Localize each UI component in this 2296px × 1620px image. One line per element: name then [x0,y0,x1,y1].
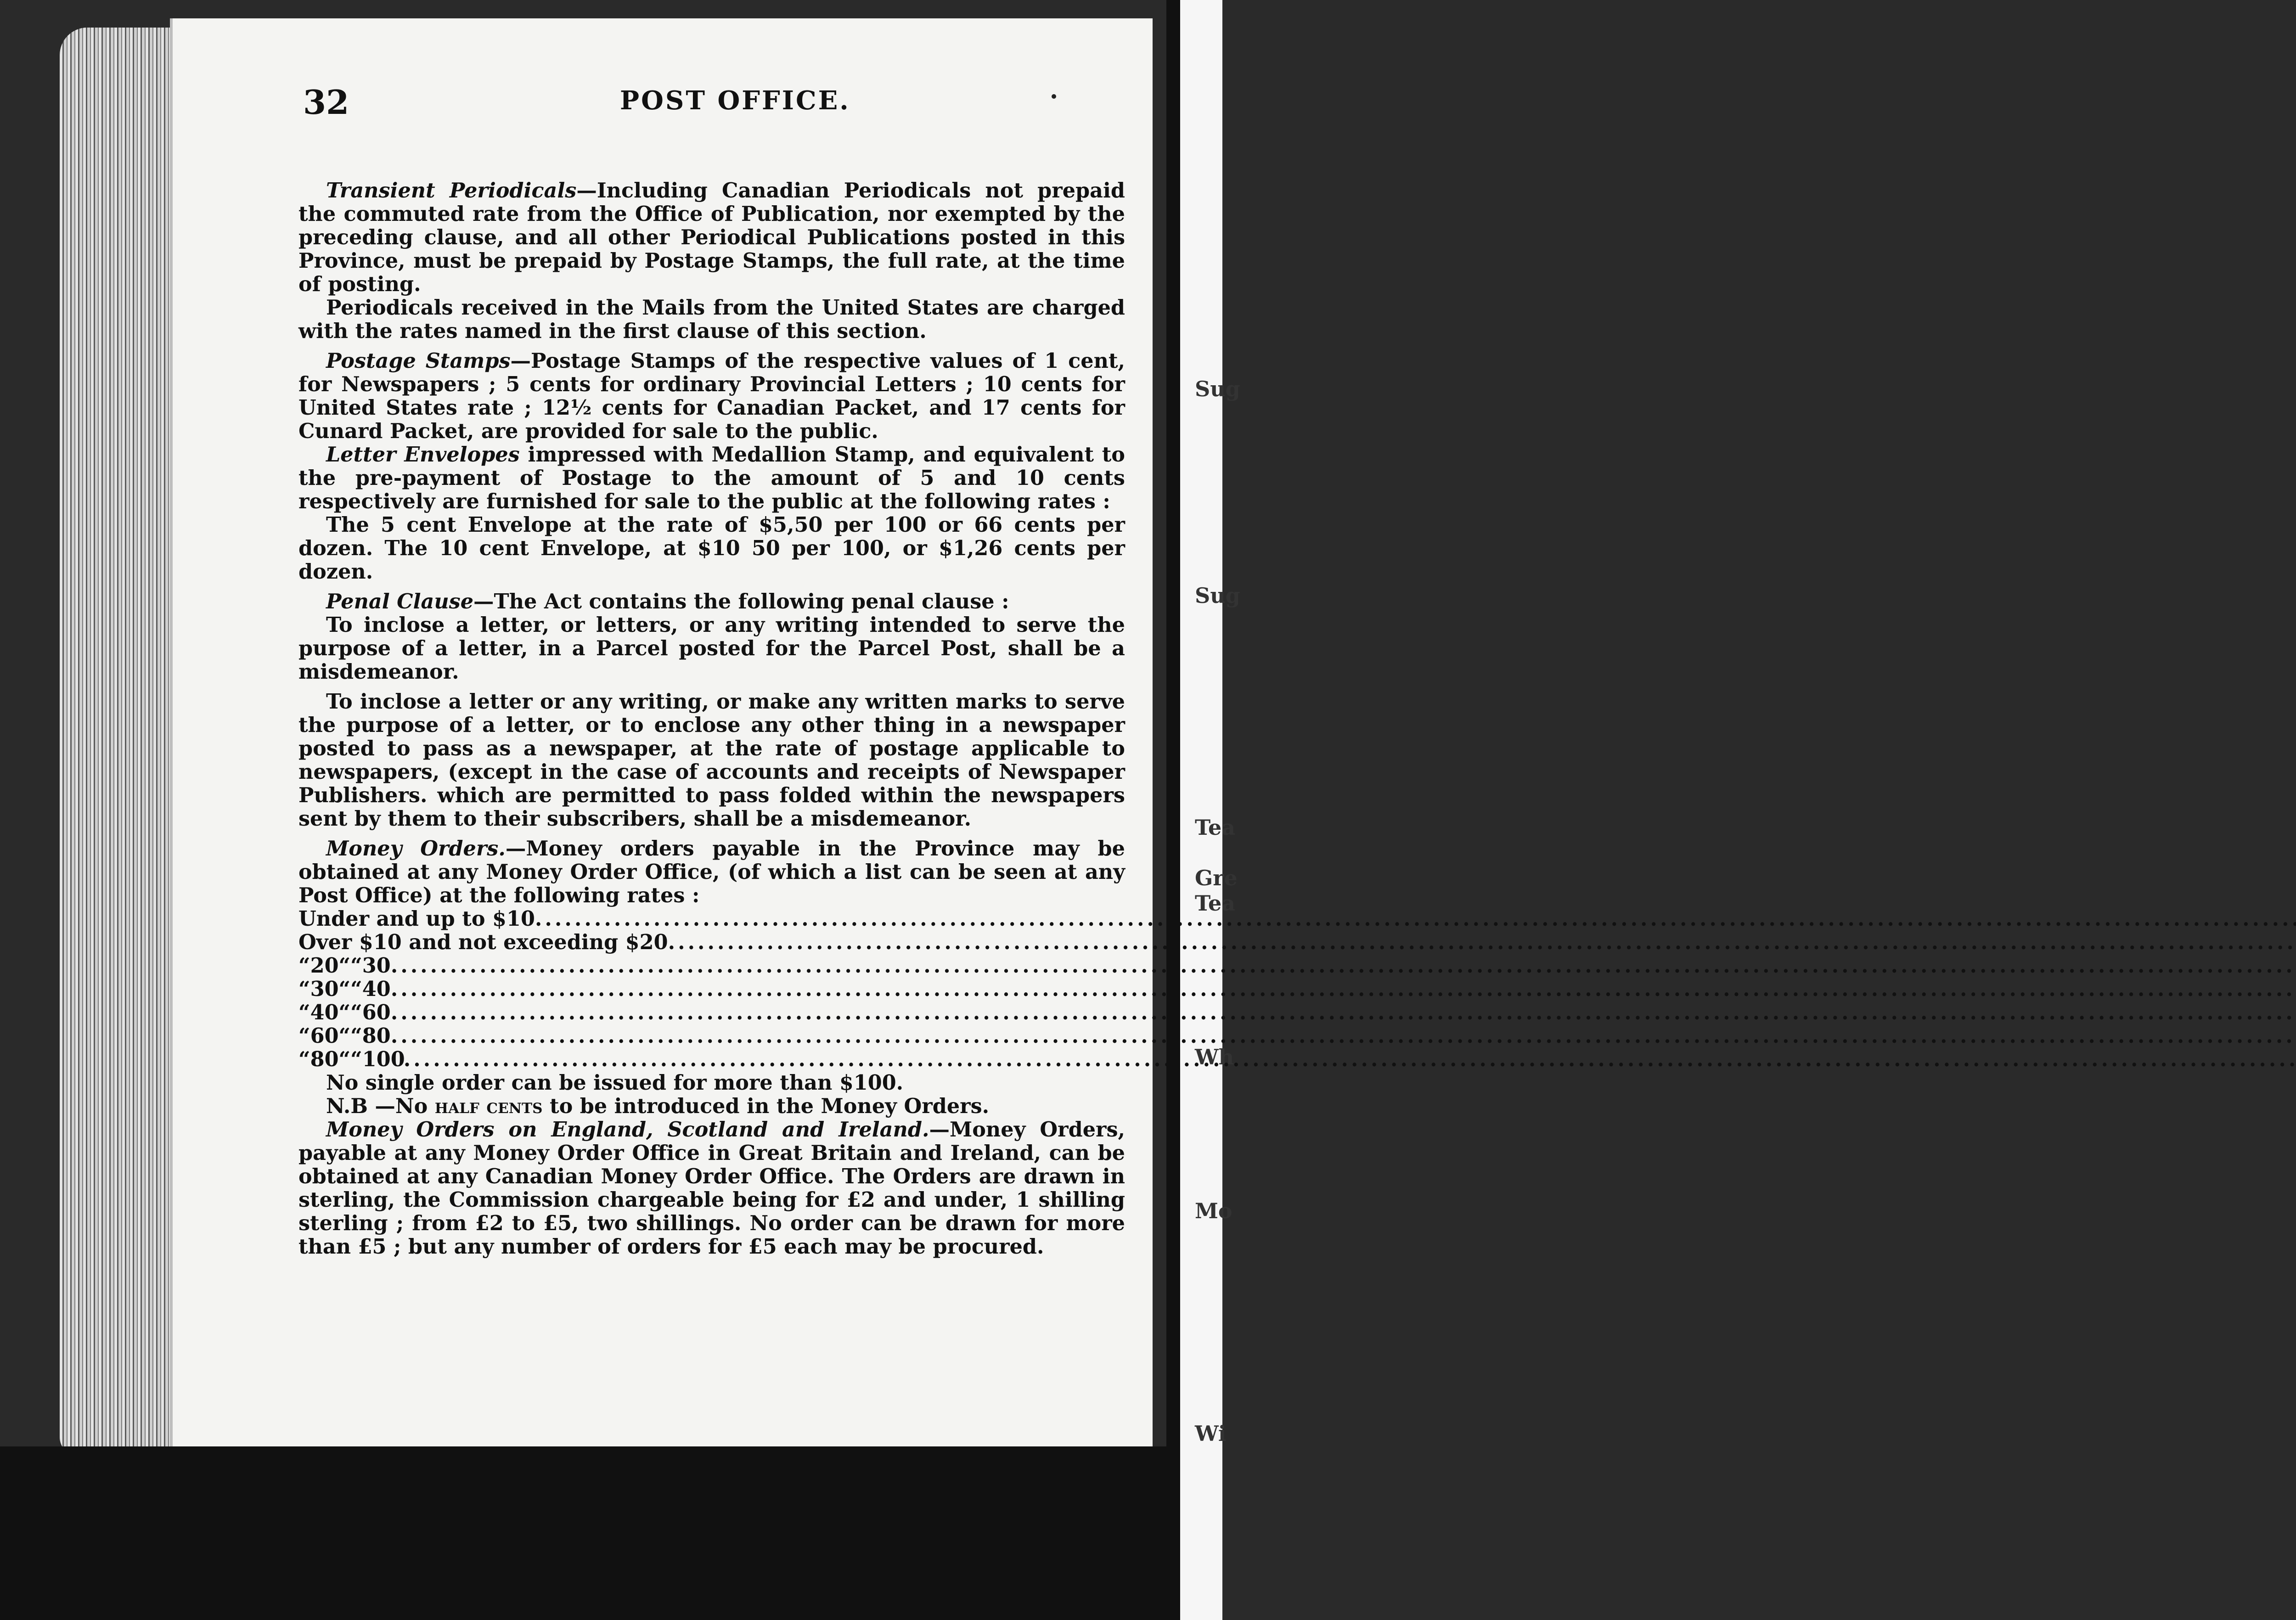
section-label: Money Orders on England, Scotland and Ireland. [326,1118,929,1142]
paragraph-envelope-rates: The 5 cent Envelope at the rate of $5,50 per 100 or 66 cents per dozen. The 10 cent Envelope, at $10 50 per 100, or $1,26 cents per dozen. [298,513,1125,584]
paragraph-money-orders [298,837,1125,907]
paragraph-text: —Including Canadian Periodicals not prepaid the commuted rate from the Office of Publication, nor exempted by the preceding clause, and all other Periodical Publications posted in this Province, must be prepaid by Postage Stamps, the full rate, at the time of posting. [298,179,1125,296]
page-body [298,179,1125,1259]
rate-from: 30 [310,977,339,1001]
note-small-caps: half cents [434,1094,543,1118]
note-half-cents [298,1095,1125,1118]
leader-dots [668,931,2296,954]
rates-row [298,978,1125,1001]
rate-to: 100 [362,1047,405,1071]
paragraph-text: —Postage Stamps of the respective values of 1 cent, for Newspapers ; 5 cents for ordinary Provincial Letters ; 10 cents for United States rate ; 12½ cents for Canadian Packet, and 17 cents for Cunard Packet, are provided for sale to the public. [298,349,1125,443]
book-gutter [1166,0,1180,1620]
adjacent-fragment: Tea [1195,815,1236,840]
rate-to: 60 [362,1001,391,1024]
paragraph-text: —The Act contains the following penal clause : [473,590,1009,613]
paragraph-text: —Money Orders, payable at any Money Order Office in Great Britain and Ireland, can be obtained at any Canadian Money Order Office. The Orders are drawn in sterling, the Commission chargeable being for £2 and under, 1 shilling sterling ; from £2 to £5, two shillings. No order can be drawn for more than £5 ; but any number of orders for £5 each may be procured. [298,1118,1125,1259]
leader-dots [535,907,2296,931]
adjacent-fragment: Wi [1195,1421,1227,1446]
adjacent-fragment: Tea [1195,891,1236,916]
paragraph-text: impressed with Medallion Stamp, and equivalent to the pre-payment of Postage to the amount of 5 and 10 cents respectively are furnished for sale to the public at the following rates : [298,443,1125,513]
adjacent-page [1166,0,1240,1620]
paragraph-penal-2: To inclose a letter or any writing, or make any written marks to serve the purpose of a letter, or to enclose any other thing in a newspaper posted to pass as a newspaper, at the rate of postage applicable to newspapers, (except in the case of accounts and receipts of Newspaper Publishers. which are permitted to pass folded within the newspapers sent by them to their subscribers, shall be a misdemeanor. [298,690,1125,831]
ditto-mark: “ [350,1001,362,1024]
book-page-edges [60,28,174,1456]
rates-row [298,1001,1125,1024]
ditto-mark: “ [298,1024,310,1048]
page-header [303,83,1084,124]
ditto-mark: “ [298,954,310,978]
note-suffix: to be introduced in the Money Orders. [542,1094,990,1118]
ditto-mark: “ [350,977,362,1001]
rate-range: Over $10 and not exceeding $20 [298,930,668,954]
ditto-mark: “ [338,1001,351,1024]
section-label: Penal Clause [326,590,474,613]
rates-row [298,1024,1125,1048]
rate-to: 30 [362,954,391,978]
page-number: 32 [303,83,349,122]
rate-to: 40 [362,977,391,1001]
paragraph-stamps [298,349,1125,443]
rate-range: Under and up to $10 [298,907,535,931]
ditto-mark: “ [338,954,351,978]
leader-dots [391,954,2296,978]
adjacent-fragment: Sug [1195,377,1240,401]
rates-row [298,931,1125,954]
section-label: Letter Envelopes [326,443,520,467]
rates-row [298,1048,1125,1071]
rates-row [298,954,1125,978]
note-max-order: No single order can be issued for more than $100. [326,1071,904,1095]
paragraph-envelopes [298,443,1125,513]
rates-table [298,907,1125,1071]
ditto-mark: “ [350,954,362,978]
leader-dots [391,1024,2296,1048]
section-label: Postage Stamps [326,349,511,373]
ditto-mark: “ [350,1024,362,1048]
note-prefix: N.B —No [326,1094,435,1118]
leader-dots [404,1048,2296,1071]
rate-from: 80 [310,1047,339,1071]
ditto-mark: “ [298,977,310,1001]
ditto-mark: “ [350,1047,362,1071]
section-label: Transient Periodicals [326,179,577,202]
leader-dots [391,1001,2296,1024]
ditto-mark: “ [338,1047,351,1071]
scan-background [0,1446,1166,1620]
adjacent-fragment: Sug [1195,583,1240,608]
paragraph-penal-1: To inclose a letter, or letters, or any writing intended to serve the purpose of a letter, in a Parcel posted for the Parcel Post, shall be a misdemeanor. [298,613,1125,684]
ditto-mark: “ [298,1047,310,1071]
running-head: POST OFFICE. [620,85,850,116]
section-label: Money Orders. [326,837,506,861]
ditto-mark: “ [338,977,351,1001]
rate-to: 80 [362,1024,391,1048]
paragraph-periodicals-us: Periodicals received in the Mails from the United States are charged with the rates named in the first clause of this section. [298,296,1125,343]
print-speck [1052,94,1056,99]
adjacent-fragment: Mo [1195,1198,1232,1223]
paragraph-penal [298,590,1125,613]
adjacent-fragment: Wh [1195,1045,1234,1069]
adjacent-fragment: Gre [1195,866,1238,890]
rate-from: 20 [310,954,339,978]
ditto-mark: “ [298,1001,310,1024]
rate-from: 40 [310,1001,339,1024]
paragraph-transient [298,179,1125,296]
paragraph-text: —Money orders payable in the Province may be obtained at any Money Order Office, (of which a list can be seen at any Post Office) at the following rates : [298,837,1125,907]
paragraph-england [298,1118,1125,1259]
leader-dots [391,978,2296,1001]
ditto-mark: “ [338,1024,351,1048]
rate-from: 60 [310,1024,339,1048]
rates-row [298,907,1125,931]
